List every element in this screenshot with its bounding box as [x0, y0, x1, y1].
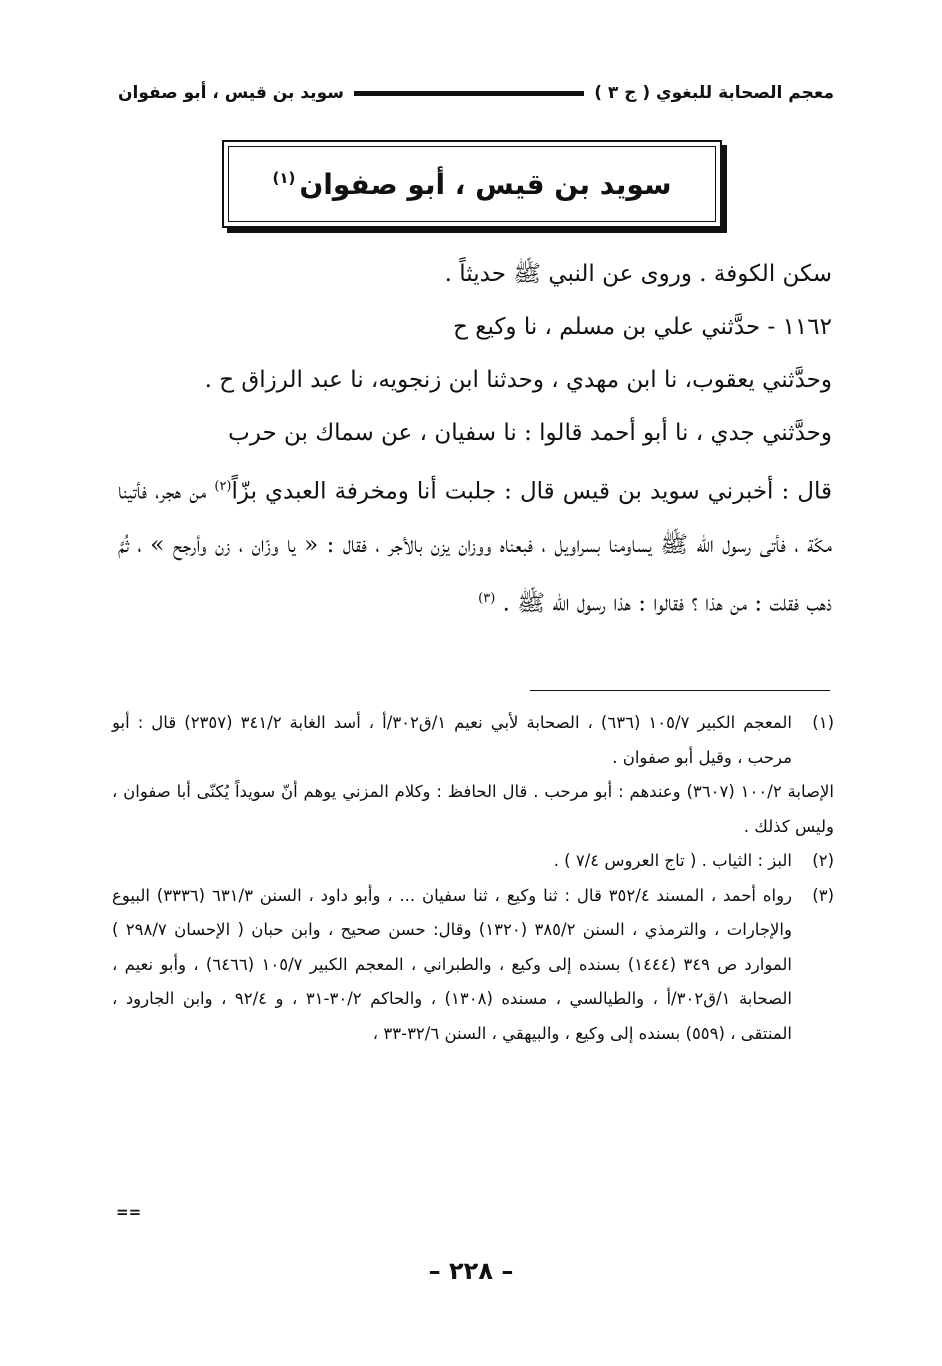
footnote-2 — [112, 844, 834, 879]
body-text: قال : أخبرني سويد بن قيس قال : جلبت أنا ومخرفة العبدي بزّاً — [231, 478, 832, 505]
title-footnote-ref: (١) — [272, 169, 296, 188]
footnote-text: البز : الثياب . ( تاج العروس ٧/٤ ) . — [553, 851, 792, 870]
footnote-number: (٢) — [812, 851, 834, 870]
footnote-text: رواه أحمد ، المسند ٣٥٢/٤ قال : ثنا وكيع ، ثنا سفيان ... ، وأبو داود ، السنن ٦٣١/٣ (٣٣٣٦) البيوع والإجارات ، والترمذي ، السنن ٣٨٥/٢ (١٣٢٠) وقال: حسن صحيح ، وابن حبان ( الإحسان ٢٩٨/٧ ) الموارد ص ٣٤٩ (١٤٤٤) بسنده إلى وكيع ، والطبراني ، المعجم الكبير ١٠٥/٧ (٦٤٦٦) ، وأبو نعيم ، الصحابة ١/ق٣٠٢/أ ، والطيالسي ، مسنده (١٣٠٨) ، والحاكم ٣٠/٢-٣١ ، و ٩٢/٤ ، وابن الجارود ، المنتقى ، (٥٥٩) بسنده إلى وكيع ، والبيهقي ، السنن ٣٢/٦-٣٣ ، — [112, 885, 793, 1043]
header-section-title: سويد بن قيس ، أبو صفوان — [118, 83, 344, 103]
main-text — [118, 248, 832, 630]
entry-title — [273, 168, 672, 201]
page-number: – ٢٢٨ – — [428, 1257, 514, 1285]
body-line: سكن الكوفة . وروى عن النبي ﷺ حديثاً . — [444, 261, 832, 287]
footnote-3 — [112, 879, 834, 1052]
body-line: وحدَّثني يعقوب، نا ابن مهدي ، وحدثنا ابن زنجويه، نا عبد الرزاق ح . — [204, 367, 832, 393]
footnote-continuation-mark: == — [116, 1203, 142, 1221]
footnote-text: الإصابة ١٠٠/٢ (٣٦٠٧) وعندهم : أبو مرحب . قال الحافظ : وكلام المزني يوهم أنّ سويداً يُكنّى أبا صفوان ، وليس كذلك . — [112, 782, 835, 836]
body-text: من هجر، فأتينا مكّة ، فأتى رسول الله ﷺ يساومنا بسراويل ، فبعناه ووزان يزن بالأجر ، فقال : « يا وزّان ، زن وأرجح » ، ثُمَّ ذهب فقلت : من هذا ؟ فقالوا : هذا رسول الله ﷺ . — [118, 478, 832, 617]
footnote-number: (٣) — [812, 885, 834, 905]
footnote-1 — [112, 706, 834, 775]
body-paragraph — [118, 460, 832, 630]
hadith-number-line: ١١٦٢ - حدَّثني علي بن مسلم ، نا وكيع ح — [453, 314, 832, 340]
footnote-number: (١) — [812, 713, 834, 732]
footnote-divider — [530, 690, 830, 691]
footnote-1-continuation — [112, 775, 834, 844]
entry-title-box — [222, 140, 722, 228]
entry-title-text: سويد بن قيس ، أبو صفوان — [299, 167, 672, 201]
body-line: وحدَّثني جدي ، نا أبو أحمد قالوا : نا سفيان ، عن سماك بن حرب — [228, 420, 832, 446]
footnote-ref-2: (٢) — [214, 479, 232, 494]
footnotes — [112, 706, 834, 1051]
footnote-ref-3: (٣) — [478, 590, 496, 606]
running-header — [118, 76, 834, 110]
header-book-title: معجم الصحابة للبغوي ( ج ٣ ) — [594, 83, 834, 103]
header-rule — [354, 91, 584, 96]
footnote-text: المعجم الكبير ١٠٥/٧ (٦٣٦) ، الصحابة لأبي نعيم ١/ق٣٠٢/أ ، أسد الغابة ٣٤١/٢ (٢٣٥٧) قال : أبو مرحب ، وقيل أبو صفوان . — [112, 713, 793, 767]
